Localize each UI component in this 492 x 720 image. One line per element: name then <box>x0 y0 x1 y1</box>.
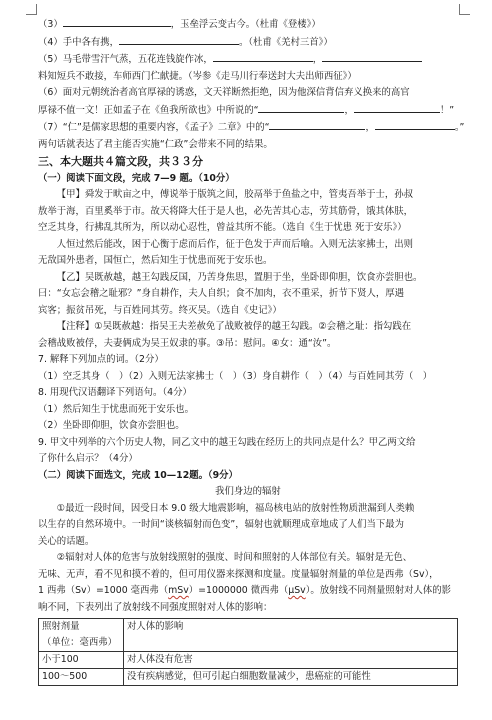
header-dose-label: 照射剂量 <box>42 621 80 632</box>
article-title: 我们身边的辐射 <box>215 486 281 497</box>
section-heading: 三、本大题共４篇文段，共３３分 <box>38 155 203 168</box>
answer-blank[interactable] <box>354 102 440 113</box>
article-paragraph-2-line: 1 西弗（Sv）=1000 毫西弗（mSv）=1000000 微西弗（μSv）。放射线不同剂量照射对人体的影 <box>38 585 452 596</box>
answer-blank[interactable] <box>63 16 171 27</box>
passage-yi: 【乙】吴既赦越，越王勾践反国，乃苦身焦思，置胆于坐，坐卧即仰胆，饮食亦尝胆也。 <box>56 271 423 283</box>
table-row <box>39 652 458 669</box>
article-paragraph-1-line: 以生存的自然环境中。一时间“谈核辐射而色变”，辐射也就顺理成章地成了人们当下最为 <box>38 519 404 530</box>
radiation-dose-table <box>38 618 458 686</box>
answer-blank[interactable] <box>258 102 344 113</box>
passage-jia-line: 无敌国外患者，国恒亡，然后知生于忧患而死于安乐也。 <box>38 255 273 266</box>
fill-question-5: （5）马毛带雪汗气蒸，五花连钱旋作冰， ， <box>38 51 458 69</box>
table-cell-dose: 100～500 <box>39 669 124 686</box>
part-two-heading: （二）阅读下面选文，完成 10—12题。（9分） <box>38 469 238 481</box>
table-cell-effect: 对人体没有危害 <box>124 652 458 669</box>
crop-mark-top-left <box>26 4 37 15</box>
part-one-heading: （一）阅读下面文段，完成 7—9 题。（10分） <box>38 172 235 184</box>
table-cell-dose: 小于100 <box>39 652 124 669</box>
question-9-cont: 了你什么启示？（4分） <box>38 453 138 464</box>
question-8: 8. 用现代汉语翻译下列语句。（4分） <box>38 387 192 398</box>
fill-question-5-cont: 料知短兵不敢接，车师西门伫献捷。（岑参《走马川行奉送封大夫出师西征》） <box>38 70 357 82</box>
table-header-row <box>39 619 458 652</box>
annotation-note: 【注释】①吴既赦越：指吴王夫差赦免了战败被俘的越王勾践。②会稽之耻：指勾践在 <box>56 321 412 332</box>
header-dose-unit: （单位：毫西弗） <box>42 637 118 648</box>
passage-yi-line: 曰：“女忘会稽之耻邪？”身自耕作，夫人自织；食不加肉，衣不重采，折节下贤人，厚遇 <box>38 288 404 299</box>
article-paragraph-2-line: 响不同，下表列出了放射线不同强度照射对人体的影响： <box>38 601 273 613</box>
table-header-dose <box>39 619 124 652</box>
passage-jia-line: 敖举于海，百里奚举于市。故天将降大任于是人也，必先苦其心志，劳其筋骨，饿其体肤， <box>38 205 414 217</box>
answer-blank[interactable] <box>213 51 313 62</box>
unit-msv: mSv <box>168 585 189 596</box>
fill-question-4: （4）手中各有携， 。（杜甫《羌村三首》） <box>38 34 458 52</box>
annotation-note-line: 会稽战败被俘，夫妻俩成为吴王奴隶的事。③吊：慰问。④女：通“汝”。 <box>38 337 337 349</box>
article-paragraph-1-line: 关心的话题。 <box>38 535 95 547</box>
exam-content <box>38 16 465 686</box>
article-paragraph-2-line: 无味、无声，看不见和摸不着的，但可用仪器来探测和度量。度量辐射剂量的单位是西弗（Sv）， <box>38 568 439 580</box>
table-row <box>39 669 458 686</box>
question-7-items: （1）空乏其身（ ）（2）入则无法家拂士（ ）（3）身自耕作（ ）（4）与百姓同其劳（ ） <box>38 370 433 382</box>
table-header-effect: 对人体的影响 <box>124 619 458 652</box>
passage-jia-line: 人恒过然后能改，困于心衡于虑而后作，征于色发于声而后喻。入则无法家拂士，出则 <box>56 238 414 250</box>
fill-question-7: （7）“仁”是儒家思想的重要内容，《孟子》二章》中的“ ， 。” <box>38 119 458 137</box>
article-paragraph-1: ①最近一段时间，因受日本 9.0 级大地震影响，福岛核电站的放射性物质泄漏到人类赖 <box>56 502 415 514</box>
fill-question-7-cont: 两句话就表达了君主能否实施“仁政”会带来不同的结果。 <box>38 138 273 150</box>
table-cell-effect: 没有疾病感觉，但可引起白细胞数量减少，患癌症的可能性 <box>124 669 458 686</box>
question-8-item-2: （2）坐卧即仰胆，饮食亦尝胆也。 <box>38 420 185 431</box>
crop-mark-top-right <box>459 4 470 15</box>
fill-question-3: （3） ，玉垒浮云变古今。（杜甫《登楼》） <box>38 16 458 34</box>
passage-jia-line: 空乏其身，行拂乱其所为，所以动心忍性，曾益其所不能。（选自《生于忧患 死于安乐》） <box>38 222 407 233</box>
passage-yi-line: 宾客；振贫吊死，与百姓同其劳。终灭吴。（选自《史记》） <box>38 304 282 316</box>
answer-blank[interactable] <box>269 119 365 130</box>
question-8-item-1: （1）然后知生于忧患而死于安乐也。 <box>38 403 194 415</box>
question-7: 7. 解释下列加点的词。（2分） <box>38 354 164 365</box>
article-paragraph-2: ②辐射对人体的危害与放射线照射的强度、时间和照射的人体部位有关。辐射是无色、 <box>56 552 413 563</box>
fill-question-6: （6）面对元朝统治者高官厚禄的诱惑，文天祥断然拒绝，因为他深信背信弃义换来的高官 <box>38 87 410 98</box>
answer-blank[interactable] <box>375 119 455 130</box>
unit-usv: μSv <box>288 585 306 596</box>
answer-blank[interactable] <box>322 51 422 62</box>
passage-jia: 【甲】舜发于畎亩之中，傅说举于版筑之间，胶鬲举于鱼盐之中，管夷吾举于士，孙叔 <box>56 189 414 200</box>
answer-blank[interactable] <box>119 34 239 45</box>
fill-question-6-cont: 厚禄不值一文！正如孟子在《鱼我所欲也》中所说的“ ， ！” <box>38 102 458 120</box>
question-9: 9. 甲文中列举的六个历史人物，同乙文中的越王勾践在经历上的共同点是什么？甲乙两文给 <box>38 436 416 448</box>
